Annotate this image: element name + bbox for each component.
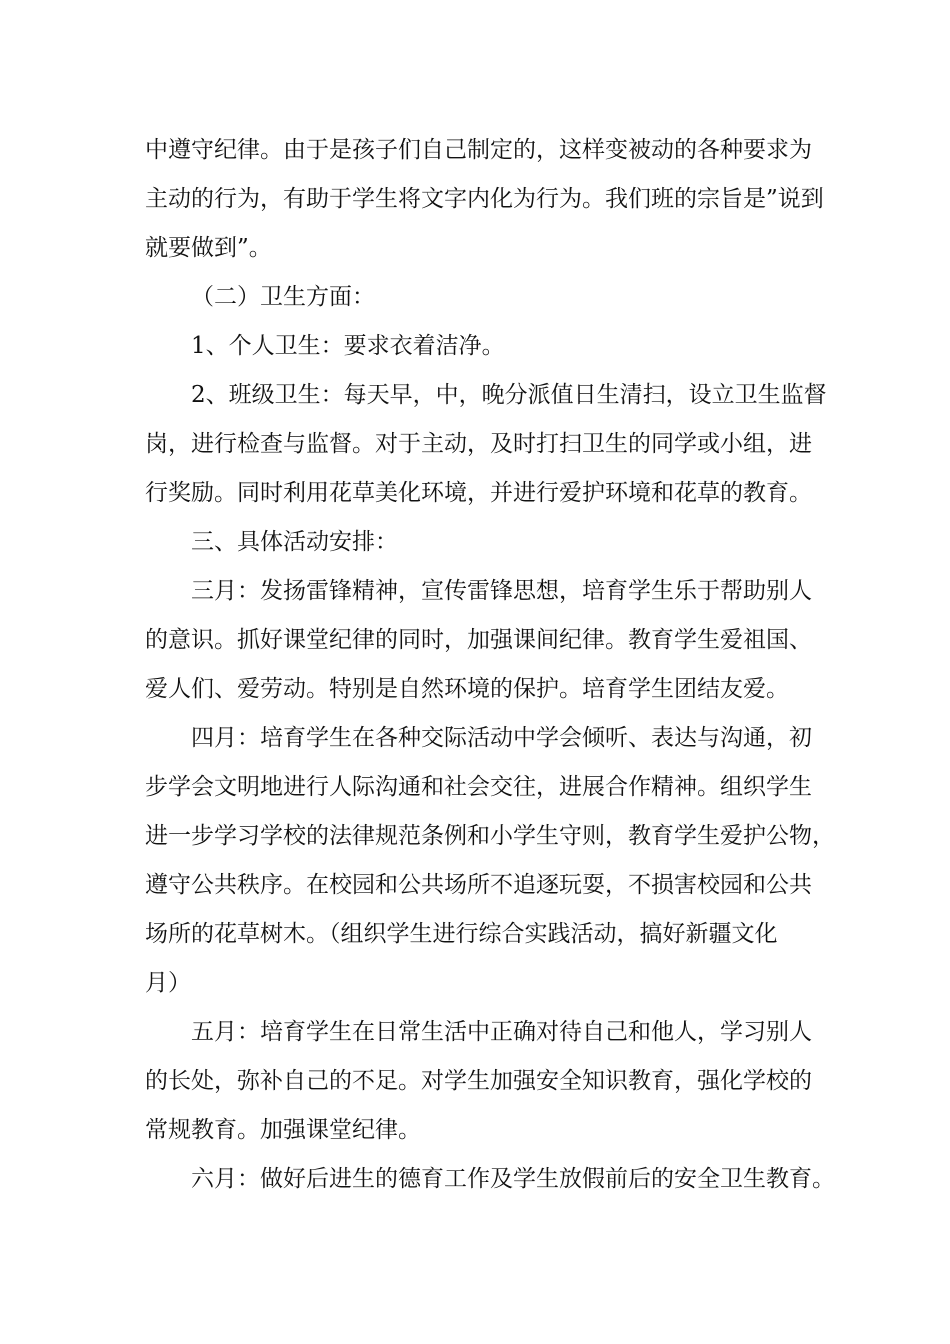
text-line: 爱人们、爱劳动。特别是自然环境的保护。培育学生团结友爱。 [145, 676, 789, 702]
text-line: 常规教育。加强课堂纪律。 [145, 1117, 421, 1143]
text-line: 1、个人卫生：要求衣着洁净。 [191, 333, 505, 359]
text-line: 中遵守纪律。由于是孩子们自己制定的，这样变被动的各种要求为 [145, 137, 812, 163]
section-heading: 三、具体活动安排： [191, 529, 398, 555]
text-line: 行奖励。同时利用花草美化环境，并进行爱护环境和花草的教育。 [145, 480, 812, 506]
text-line: 三月：发扬雷锋精神，宣传雷锋思想，培育学生乐于帮助别人 [191, 578, 812, 604]
text-line: 遵守公共秩序。在校园和公共场所不追逐玩耍，不损害校园和公共 [145, 872, 812, 898]
text-line: 主动的行为，有助于学生将文字内化为行为。我们班的宗旨是”说到 [145, 186, 824, 212]
text-line: 2、班级卫生：每天早，中，晚分派值日生清扫，设立卫生监督 [191, 382, 827, 408]
text-line: 就要做到”。 [145, 235, 272, 261]
text-line: 岗，进行检查与监督。对于主动，及时打扫卫生的同学或小组，进 [145, 431, 812, 457]
section-heading: （二）卫生方面： [191, 284, 375, 310]
text-line: 五月：培育学生在日常生活中正确对待自己和他人，学习别人 [191, 1019, 812, 1045]
text-line: 步学会文明地进行人际沟通和社会交往，进展合作精神。组织学生 [145, 774, 812, 800]
text-line: 六月：做好后进生的德育工作及学生放假前后的安全卫生教育。 [191, 1166, 835, 1192]
document-body [145, 126, 835, 1204]
text-line: 进一步学习学校的法律规范条例和小学生守则，教育学生爱护公物， [145, 823, 835, 849]
text-line: 的意识。抓好课堂纪律的同时，加强课间纪律。教育学生爱祖国、 [145, 627, 812, 653]
text-line: 场所的花草树木。（组织学生进行综合实践活动，搞好新疆文化 [145, 921, 778, 947]
text-line: 四月：培育学生在各种交际活动中学会倾听、表达与沟通，初 [191, 725, 812, 751]
text-line: 的长处，弥补自己的不足。对学生加强安全知识教育，强化学校的 [145, 1068, 812, 1094]
text-line: 月） [145, 970, 191, 996]
